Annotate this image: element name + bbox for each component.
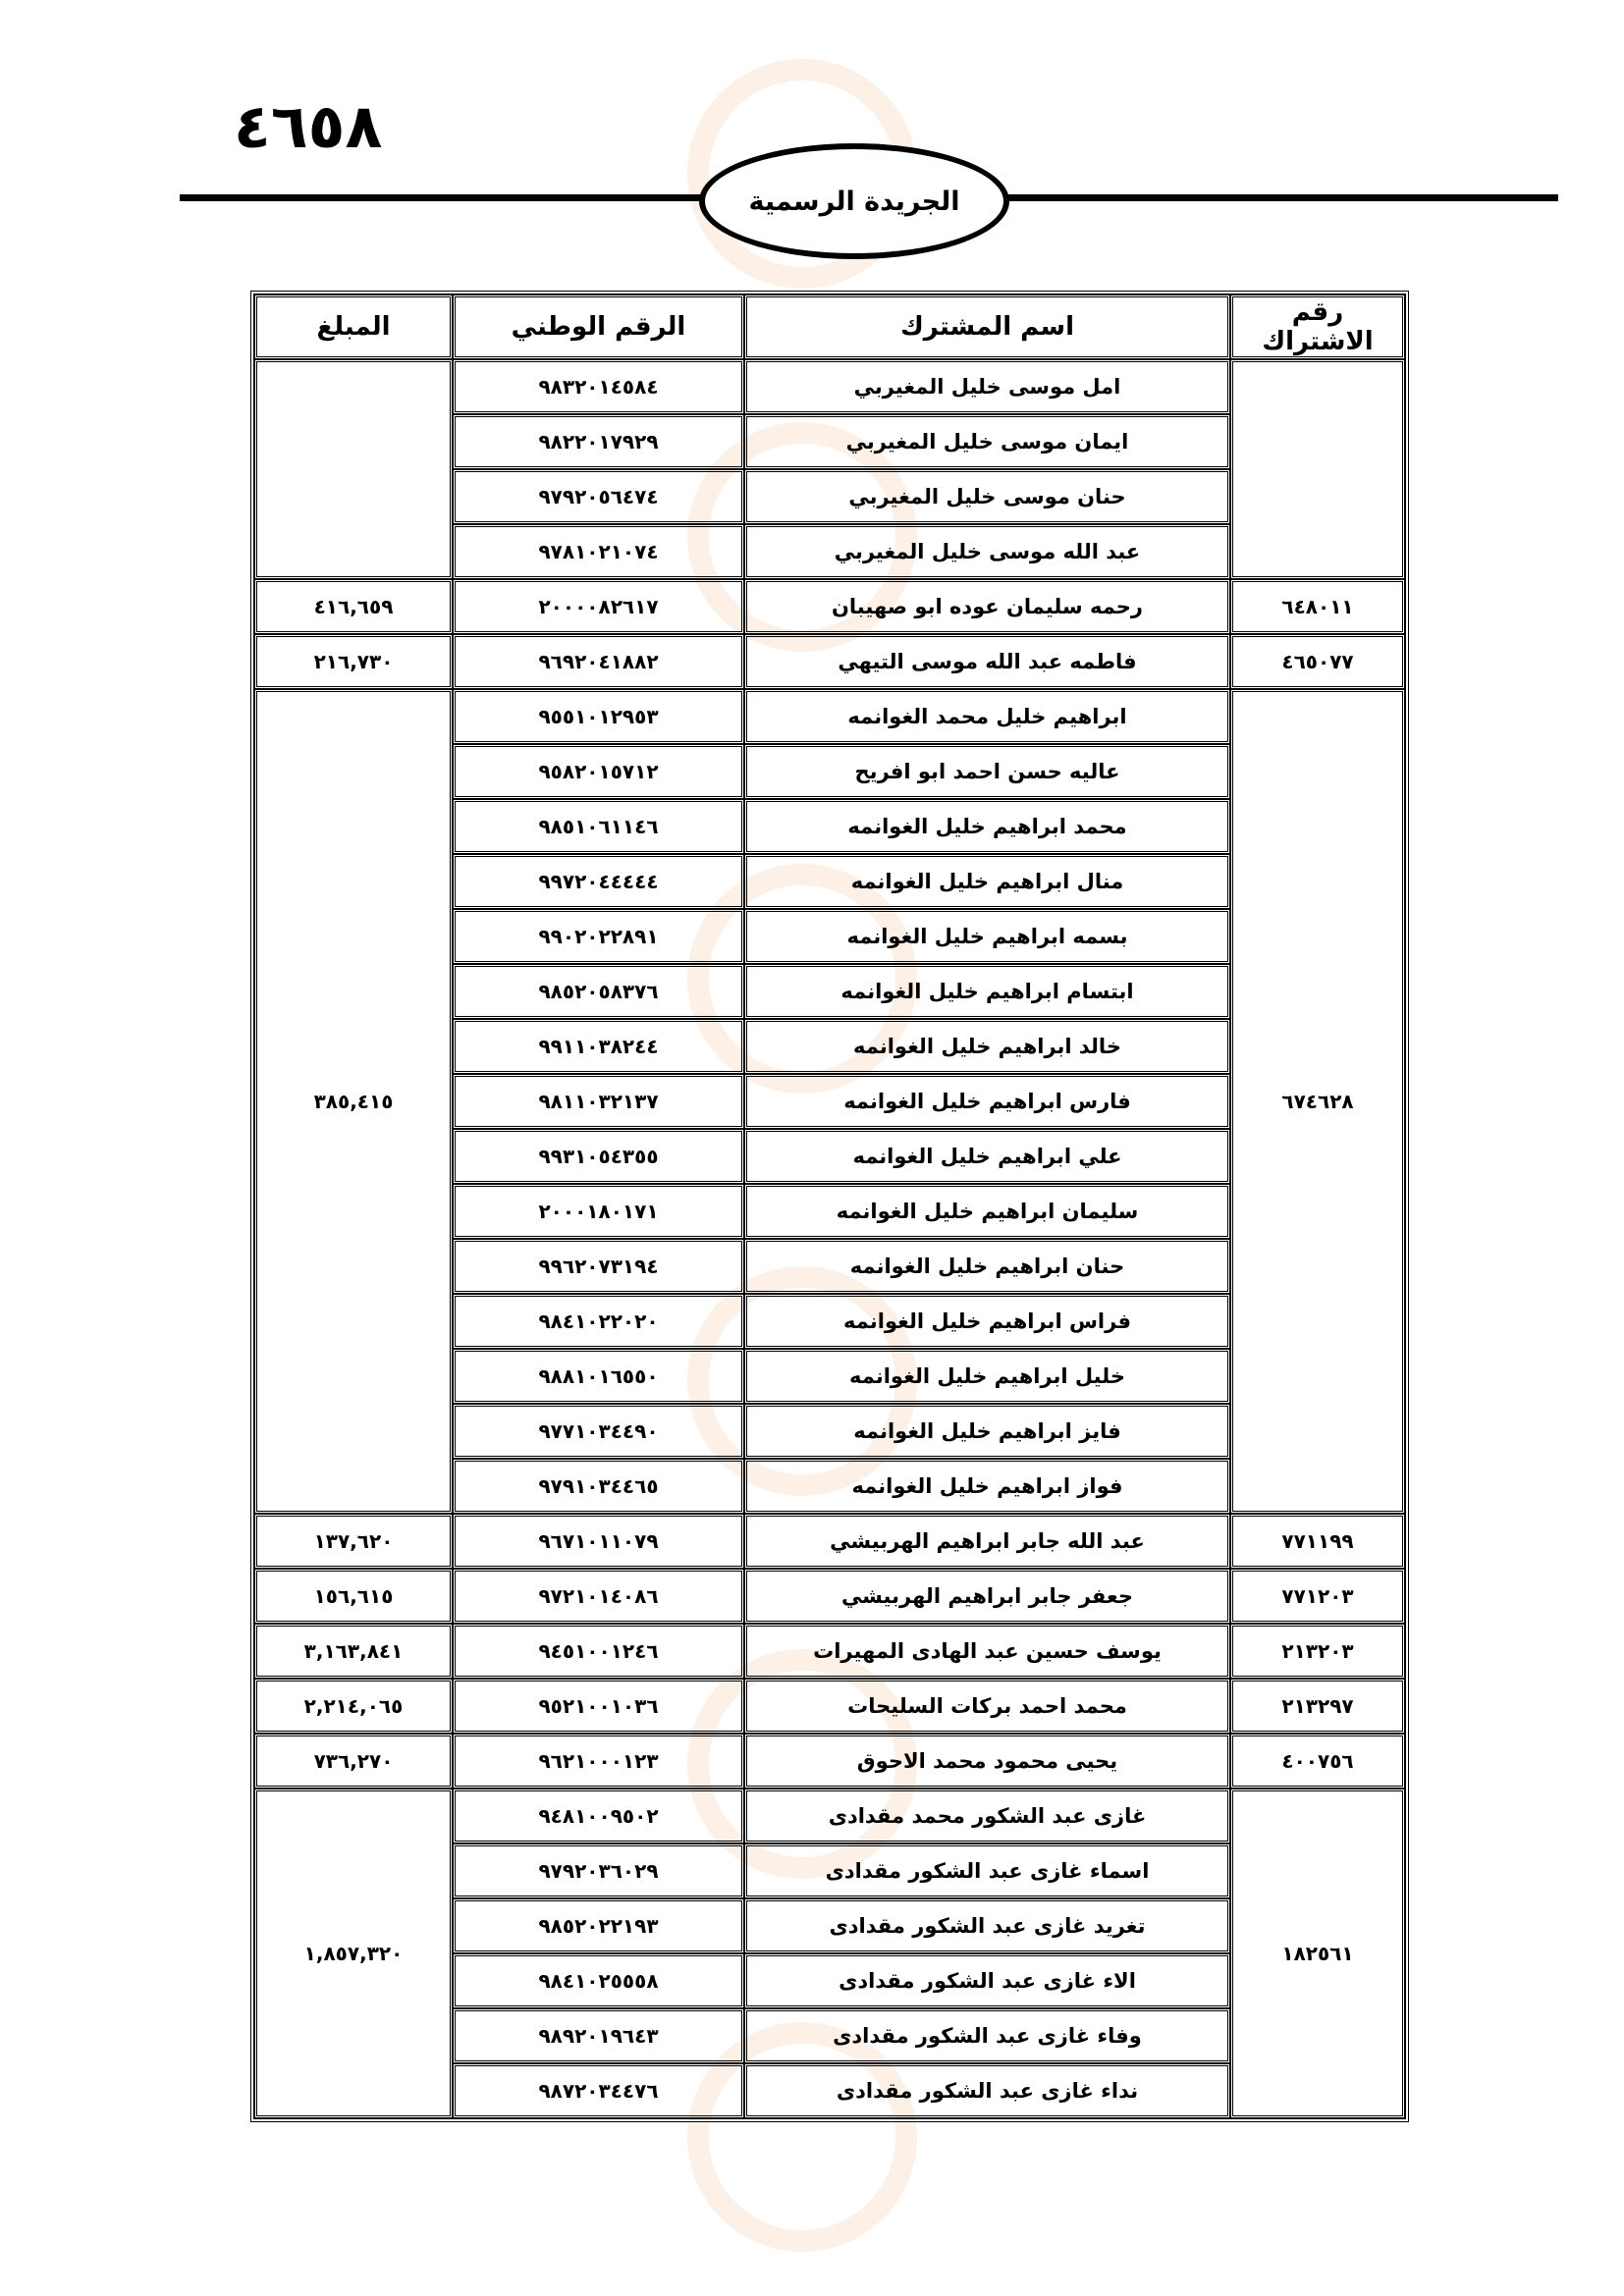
subscriber-name-cell: ابتسام ابراهيم خليل الغوانمه bbox=[744, 964, 1230, 1019]
national-no-cell: ٩٦٩٢٠٤١٨٨٢ bbox=[453, 634, 744, 689]
national-no-cell: ٩٤٥١٠٠١٢٤٦ bbox=[453, 1624, 744, 1679]
national-no-cell: ٩٧٧١٠٣٤٤٩٠ bbox=[453, 1404, 744, 1459]
table-row bbox=[254, 579, 1405, 634]
publication-title-seal bbox=[699, 143, 1009, 259]
subscription-no-cell bbox=[1230, 359, 1405, 579]
table-row bbox=[254, 1624, 1405, 1679]
table-row bbox=[254, 634, 1405, 689]
national-no-cell: ٩٩٧٢٠٤٤٤٤٤ bbox=[453, 854, 744, 909]
subscribers-table bbox=[250, 291, 1409, 2122]
subscriber-name-cell: رحمه سليمان عوده ابو صهيبان bbox=[744, 579, 1230, 634]
national-no-cell: ٩٨٥٢٠٢٢١٩٣ bbox=[453, 1898, 744, 1953]
national-no-cell: ٩٩٦٢٠٧٣١٩٤ bbox=[453, 1239, 744, 1294]
subscriber-name-cell: اسماء غازى عبد الشكور مقدادى bbox=[744, 1843, 1230, 1898]
subscriber-name-cell: جعفر جابر ابراهيم الهربيشي bbox=[744, 1569, 1230, 1624]
table-row bbox=[254, 1514, 1405, 1569]
subscriber-name-cell: سليمان ابراهيم خليل الغوانمه bbox=[744, 1184, 1230, 1239]
subscription-no-cell: ٦٧٤٦٢٨ bbox=[1230, 689, 1405, 1514]
amount-cell: ٧٣٦,٢٧٠ bbox=[254, 1734, 453, 1789]
national-no-cell: ٩٩٣١٠٥٤٣٥٥ bbox=[453, 1129, 744, 1184]
national-no-cell: ٩٧٩١٠٣٤٤٦٥ bbox=[453, 1459, 744, 1514]
table-row bbox=[254, 689, 1405, 744]
subscriber-name-cell: امل موسى خليل المغيربي bbox=[744, 359, 1230, 414]
national-no-cell: ٩٧٢١٠١٤٠٨٦ bbox=[453, 1569, 744, 1624]
amount-cell: ٤١٦,٦٥٩ bbox=[254, 579, 453, 634]
amount-cell: ١٣٧,٦٢٠ bbox=[254, 1514, 453, 1569]
subscription-no-cell: ٢١٣٢٠٣ bbox=[1230, 1624, 1405, 1679]
subscriber-name-cell: حنان موسى خليل المغيربي bbox=[744, 469, 1230, 524]
subscriber-name-cell: علي ابراهيم خليل الغوانمه bbox=[744, 1129, 1230, 1184]
subscriber-name-cell: بسمه ابراهيم خليل الغوانمه bbox=[744, 909, 1230, 964]
subscription-no-cell: ٢١٣٢٩٧ bbox=[1230, 1679, 1405, 1734]
subscriber-name-cell: تغريد غازى عبد الشكور مقدادى bbox=[744, 1898, 1230, 1953]
table-body bbox=[254, 359, 1405, 2118]
subscriber-name-cell: غازى عبد الشكور محمد مقدادى bbox=[744, 1789, 1230, 1843]
subscriber-name-cell: خليل ابراهيم خليل الغوانمه bbox=[744, 1349, 1230, 1404]
national-no-cell: ٩٨٤١٠٢٢٠٢٠ bbox=[453, 1294, 744, 1349]
national-no-cell: ٩٨٣٢٠١٤٥٨٤ bbox=[453, 359, 744, 414]
amount-cell: ٣٨٥,٤١٥ bbox=[254, 689, 453, 1514]
national-no-cell: ٢٠٠٠٠٨٢٦١٧ bbox=[453, 579, 744, 634]
table-row bbox=[254, 1679, 1405, 1734]
national-no-cell: ٩٨٨١٠١٦٥٥٠ bbox=[453, 1349, 744, 1404]
publication-title: الجريدة الرسمية bbox=[748, 186, 960, 217]
subscriber-name-cell: فراس ابراهيم خليل الغوانمه bbox=[744, 1294, 1230, 1349]
subscription-no-cell: ٧٧١١٩٩ bbox=[1230, 1514, 1405, 1569]
national-no-cell: ٩٨٩٢٠١٩٦٤٣ bbox=[453, 2008, 744, 2063]
table-row bbox=[254, 359, 1405, 414]
national-no-cell: ٩٨٧٢٠٣٤٤٧٦ bbox=[453, 2063, 744, 2118]
subscription-no-cell: ١٨٢٥٦١ bbox=[1230, 1789, 1405, 2118]
subscriber-name-cell: يحيى محمود محمد الاحوق bbox=[744, 1734, 1230, 1789]
subscriber-name-cell: الاء غازى عبد الشكور مقدادى bbox=[744, 1953, 1230, 2008]
national-no-cell: ٩٨٤١٠٢٥٥٥٨ bbox=[453, 1953, 744, 2008]
subscriber-name-cell: يوسف حسين عبد الهادى المهيرات bbox=[744, 1624, 1230, 1679]
table-row bbox=[254, 1734, 1405, 1789]
amount-cell: ٣,١٦٣,٨٤١ bbox=[254, 1624, 453, 1679]
table-row bbox=[254, 1569, 1405, 1624]
subscription-no-cell: ٤٦٥٠٧٧ bbox=[1230, 634, 1405, 689]
table-row bbox=[254, 1789, 1405, 1843]
header-national-no: الرقم الوطني bbox=[453, 294, 744, 359]
national-no-cell: ٩٨٢٢٠١٧٩٢٩ bbox=[453, 414, 744, 469]
subscriber-name-cell: خالد ابراهيم خليل الغوانمه bbox=[744, 1019, 1230, 1074]
header-subscriber-name: اسم المشترك bbox=[744, 294, 1230, 359]
subscriber-name-cell: منال ابراهيم خليل الغوانمه bbox=[744, 854, 1230, 909]
subscriber-name-cell: ايمان موسى خليل المغيربي bbox=[744, 414, 1230, 469]
subscriber-name-cell: محمد ابراهيم خليل الغوانمه bbox=[744, 799, 1230, 854]
amount-cell: ٢,٢١٤,٠٦٥ bbox=[254, 1679, 453, 1734]
subscriber-name-cell: عبد الله جابر ابراهيم الهربيشي bbox=[744, 1514, 1230, 1569]
amount-cell: ٢١٦,٧٣٠ bbox=[254, 634, 453, 689]
amount-cell: ١٥٦,٦١٥ bbox=[254, 1569, 453, 1624]
national-no-cell: ٩٥٨٢٠١٥٧١٢ bbox=[453, 744, 744, 799]
subscriber-name-cell: حنان ابراهيم خليل الغوانمه bbox=[744, 1239, 1230, 1294]
national-no-cell: ٩٧٩٢٠٥٦٤٧٤ bbox=[453, 469, 744, 524]
national-no-cell: ٩٥٢١٠٠١٠٣٦ bbox=[453, 1679, 744, 1734]
subscription-no-cell: ٧٧١٢٠٣ bbox=[1230, 1569, 1405, 1624]
national-no-cell: ٩٤٨١٠٠٩٥٠٢ bbox=[453, 1789, 744, 1843]
national-no-cell: ٩٦٢١٠٠٠١٢٣ bbox=[453, 1734, 744, 1789]
national-no-cell: ٩٨٥٢٠٥٨٣٧٦ bbox=[453, 964, 744, 1019]
subscriber-name-cell: نداء غازى عبد الشكور مقدادى bbox=[744, 2063, 1230, 2118]
page-number: ٤٦٥٨ bbox=[234, 90, 383, 162]
table-header-row bbox=[254, 294, 1405, 359]
subscription-no-cell: ٦٤٨٠١١ bbox=[1230, 579, 1405, 634]
amount-cell: ١,٨٥٧,٣٢٠ bbox=[254, 1789, 453, 2118]
national-no-cell: ٩٦٧١٠١١٠٧٩ bbox=[453, 1514, 744, 1569]
national-no-cell: ٢٠٠٠١٨٠١٧١ bbox=[453, 1184, 744, 1239]
subscriber-name-cell: عبد الله موسى خليل المغيربي bbox=[744, 524, 1230, 579]
subscriber-name-cell: فارس ابراهيم خليل الغوانمه bbox=[744, 1074, 1230, 1129]
subscriber-name-cell: فايز ابراهيم خليل الغوانمه bbox=[744, 1404, 1230, 1459]
subscriber-name-cell: ابراهيم خليل محمد الغوانمه bbox=[744, 689, 1230, 744]
header-amount: المبلغ bbox=[254, 294, 453, 359]
national-no-cell: ٩٧٩٢٠٣٦٠٢٩ bbox=[453, 1843, 744, 1898]
header-subscription-no: رقم الاشتراك bbox=[1230, 294, 1405, 359]
national-no-cell: ٩٨١١٠٣٢١٣٧ bbox=[453, 1074, 744, 1129]
national-no-cell: ٩٥٥١٠١٢٩٥٣ bbox=[453, 689, 744, 744]
subscriber-name-cell: فاطمه عبد الله موسى التيهي bbox=[744, 634, 1230, 689]
subscription-no-cell: ٤٠٠٧٥٦ bbox=[1230, 1734, 1405, 1789]
national-no-cell: ٩٩١١٠٣٨٢٤٤ bbox=[453, 1019, 744, 1074]
national-no-cell: ٩٧٨١٠٢١٠٧٤ bbox=[453, 524, 744, 579]
subscriber-name-cell: محمد احمد بركات السليحات bbox=[744, 1679, 1230, 1734]
subscriber-name-cell: فواز ابراهيم خليل الغوانمه bbox=[744, 1459, 1230, 1514]
amount-cell bbox=[254, 359, 453, 579]
subscriber-name-cell: وفاء غازى عبد الشكور مقدادى bbox=[744, 2008, 1230, 2063]
national-no-cell: ٩٨٥١٠٦١١٤٦ bbox=[453, 799, 744, 854]
subscriber-name-cell: عاليه حسن احمد ابو افريح bbox=[744, 744, 1230, 799]
national-no-cell: ٩٩٠٢٠٢٢٨٩١ bbox=[453, 909, 744, 964]
